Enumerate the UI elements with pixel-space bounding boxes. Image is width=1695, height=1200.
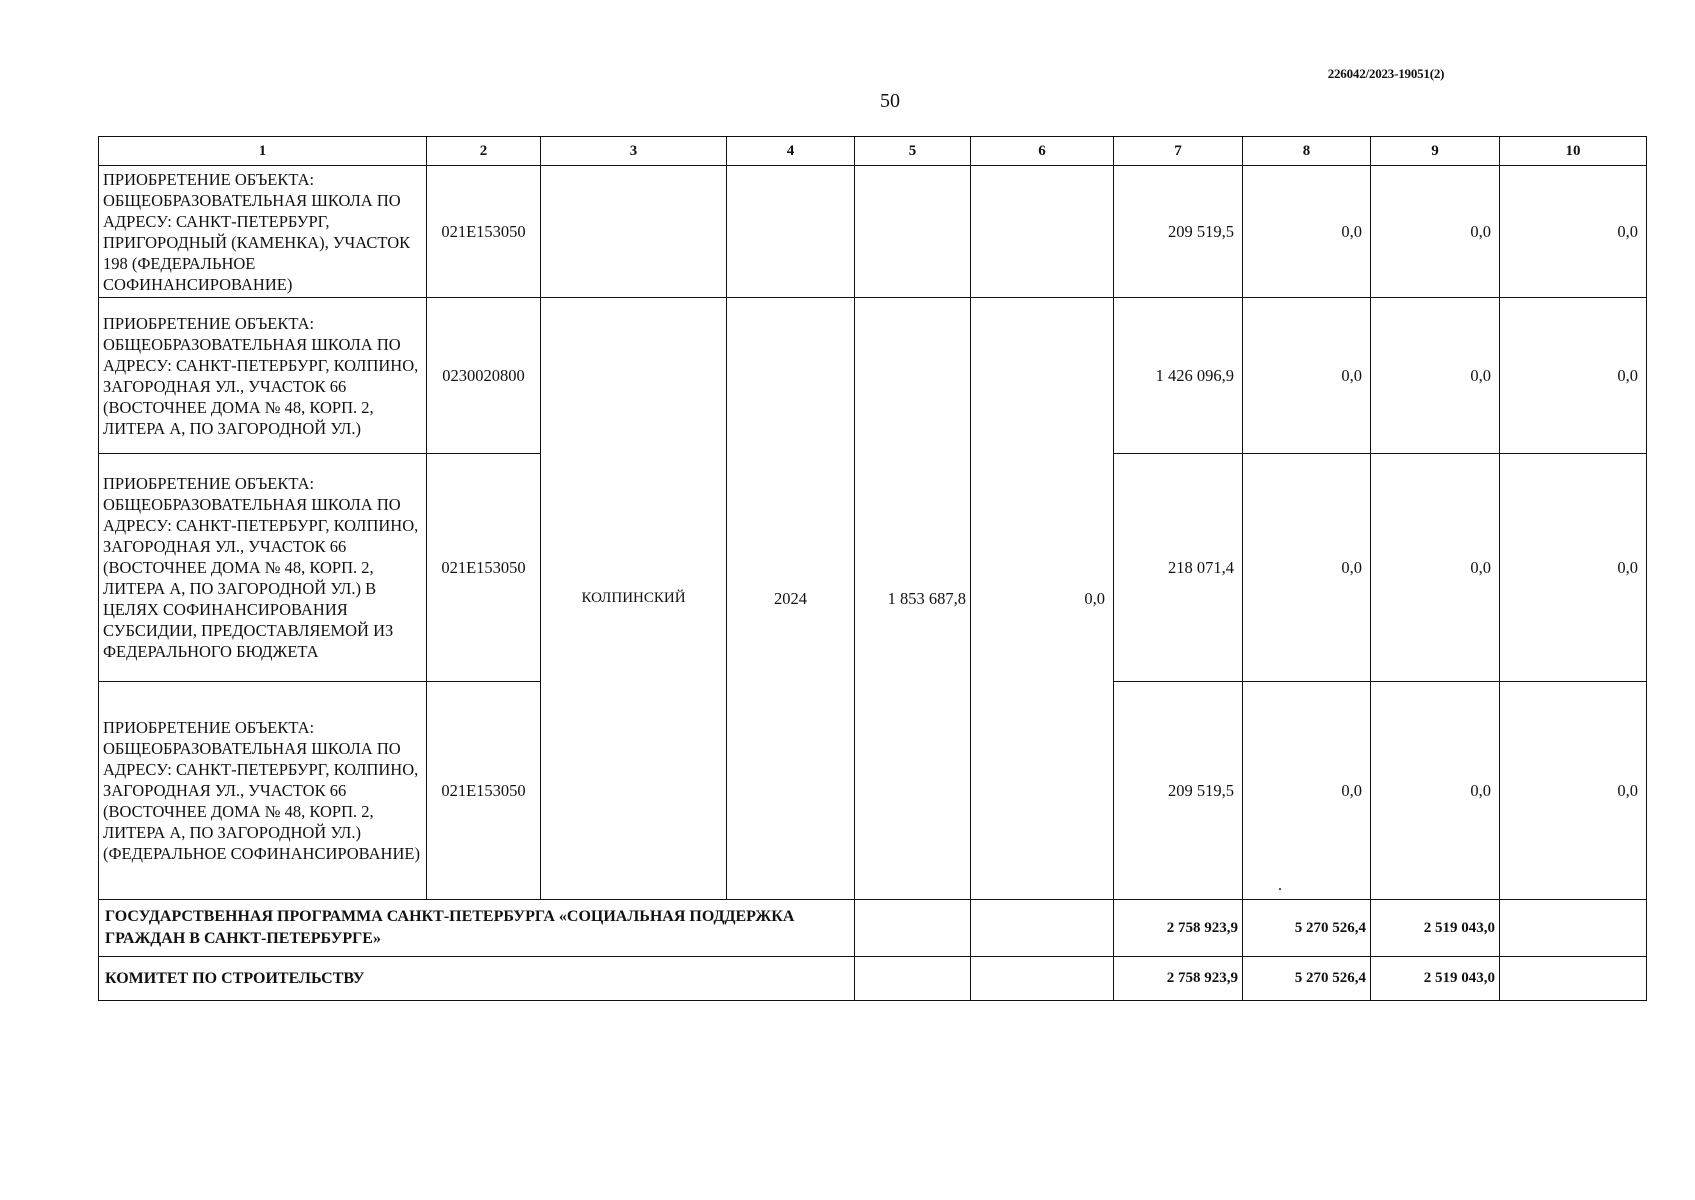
budget-code: 021E153050 xyxy=(427,682,541,900)
column-header: 9 xyxy=(1371,137,1500,166)
year-cell xyxy=(727,166,855,298)
column-header: 1 xyxy=(99,137,427,166)
total-col5 xyxy=(855,957,971,1001)
budget-code: 021E153050 xyxy=(427,166,541,298)
column-header: 10 xyxy=(1500,137,1647,166)
amount-col9: 0,0 xyxy=(1371,166,1500,298)
object-name: ПРИОБРЕТЕНИЕ ОБЪЕКТА: ОБЩЕОБРАЗОВАТЕЛЬНАЯ ШКОЛА ПО АДРЕСУ: САНКТ-ПЕТЕРБУРГ, ПРИГОРОДНЫЙ (КАМЕНКА), УЧАСТОК 198 (ФЕДЕРАЛЬНОЕ СОФИНАНСИРОВАНИЕ) xyxy=(99,166,427,298)
col6-cell: 0,0 xyxy=(971,298,1114,900)
total-col6 xyxy=(971,900,1114,957)
committee-total-row xyxy=(99,957,1647,1001)
amount-col8: 0,0 xyxy=(1243,166,1371,298)
district-cell: КОЛПИНСКИЙ xyxy=(541,298,727,900)
budget-table xyxy=(98,136,1647,1001)
object-name: ПРИОБРЕТЕНИЕ ОБЪЕКТА: ОБЩЕОБРАЗОВАТЕЛЬНАЯ ШКОЛА ПО АДРЕСУ: САНКТ-ПЕТЕРБУРГ, КОЛПИНО, ЗАГОРОДНАЯ УЛ., УЧАСТОК 66 (ВОСТОЧНЕЕ ДОМА № 48, КОРП. 2, ЛИТЕРА А, ПО ЗАГОРОДНОЙ УЛ.) (ФЕДЕРАЛЬНОЕ СОФИНАНСИРОВАНИЕ) xyxy=(99,682,427,900)
column-header: 2 xyxy=(427,137,541,166)
total-col10 xyxy=(1500,900,1647,957)
total-col9: 2 519 043,0 xyxy=(1371,957,1500,1001)
document-number: 226042/2023-19051(2) xyxy=(1327,66,1445,81)
amount-col7: 209 519,5 xyxy=(1114,682,1243,900)
table-row xyxy=(99,166,1647,298)
total-col8: 5 270 526,4 xyxy=(1243,957,1371,1001)
committee-total-label: КОМИТЕТ ПО СТРОИТЕЛЬСТВУ xyxy=(99,957,855,1001)
total-col7: 2 758 923,9 xyxy=(1114,900,1243,957)
amount-col10: 0,0 xyxy=(1500,454,1647,682)
amount-col8: 0,0 xyxy=(1243,454,1371,682)
object-name: ПРИОБРЕТЕНИЕ ОБЪЕКТА: ОБЩЕОБРАЗОВАТЕЛЬНАЯ ШКОЛА ПО АДРЕСУ: САНКТ-ПЕТЕРБУРГ, КОЛПИНО, ЗАГОРОДНАЯ УЛ., УЧАСТОК 66 (ВОСТОЧНЕЕ ДОМА № 48, КОРП. 2, ЛИТЕРА А, ПО ЗАГОРОДНОЙ УЛ.) В ЦЕЛЯХ СОФИНАНСИРОВАНИЯ СУБСИДИИ, ПРЕДОСТАВЛЯЕМОЙ ИЗ ФЕДЕРАЛЬНОГО БЮДЖЕТА xyxy=(99,454,427,682)
budget-code: 021E153050 xyxy=(427,454,541,682)
column-header: 4 xyxy=(727,137,855,166)
amount-col9: 0,0 xyxy=(1371,298,1500,454)
program-total-row xyxy=(99,900,1647,957)
amount-col7: 218 071,4 xyxy=(1114,454,1243,682)
col6-cell xyxy=(971,166,1114,298)
year-cell: 2024 xyxy=(727,298,855,900)
column-header: 5 xyxy=(855,137,971,166)
object-name: ПРИОБРЕТЕНИЕ ОБЪЕКТА: ОБЩЕОБРАЗОВАТЕЛЬНАЯ ШКОЛА ПО АДРЕСУ: САНКТ-ПЕТЕРБУРГ, КОЛПИНО, ЗАГОРОДНАЯ УЛ., УЧАСТОК 66 (ВОСТОЧНЕЕ ДОМА № 48, КОРП. 2, ЛИТЕРА А, ПО ЗАГОРОДНОЙ УЛ.) xyxy=(99,298,427,454)
column-header: 8 xyxy=(1243,137,1371,166)
amount-col10: 0,0 xyxy=(1500,682,1647,900)
cost-cell xyxy=(855,166,971,298)
total-col8: 5 270 526,4 xyxy=(1243,900,1371,957)
budget-code: 0230020800 xyxy=(427,298,541,454)
total-col10 xyxy=(1500,957,1647,1001)
amount-col8: 0,0 xyxy=(1243,298,1371,454)
column-header: 3 xyxy=(541,137,727,166)
total-col5 xyxy=(855,900,971,957)
amount-col9: 0,0 xyxy=(1371,682,1500,900)
program-total-label: ГОСУДАРСТВЕННАЯ ПРОГРАММА САНКТ-ПЕТЕРБУРГА «СОЦИАЛЬНАЯ ПОДДЕРЖКА ГРАЖДАН В САНКТ-ПЕТЕРБУРГЕ» xyxy=(99,900,855,957)
amount-col9: 0,0 xyxy=(1371,454,1500,682)
column-header: 6 xyxy=(971,137,1114,166)
column-header: 7 xyxy=(1114,137,1243,166)
total-col9: 2 519 043,0 xyxy=(1371,900,1500,957)
amount-col7: 209 519,5 xyxy=(1114,166,1243,298)
scan-speck xyxy=(1279,888,1281,890)
amount-col8: 0,0 xyxy=(1243,682,1371,900)
amount-col10: 0,0 xyxy=(1500,166,1647,298)
amount-col7: 1 426 096,9 xyxy=(1114,298,1243,454)
cost-cell: 1 853 687,8 xyxy=(855,298,971,900)
page-number: 50 xyxy=(880,90,900,112)
amount-col10: 0,0 xyxy=(1500,298,1647,454)
total-col7: 2 758 923,9 xyxy=(1114,957,1243,1001)
total-col6 xyxy=(971,957,1114,1001)
table-row xyxy=(99,298,1647,454)
column-number-row xyxy=(99,137,1647,166)
district-cell xyxy=(541,166,727,298)
